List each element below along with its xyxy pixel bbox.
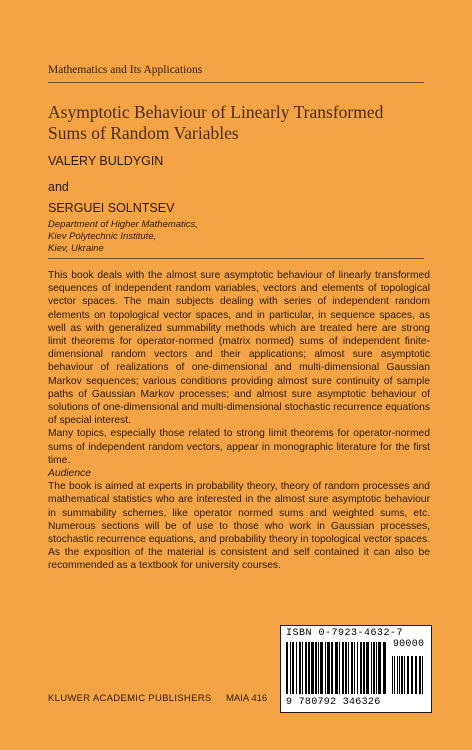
barcode-bar <box>318 642 319 694</box>
barcode-bar <box>376 642 377 694</box>
barcode-bar <box>373 642 375 694</box>
audience-heading: Audience <box>48 468 91 480</box>
barcode-bar <box>345 642 347 694</box>
affiliation-line: Department of Higher Mathematics, <box>48 219 198 230</box>
barcode-addon-bar <box>419 656 421 694</box>
top-divider <box>48 82 424 83</box>
barcode-addon-bar <box>399 656 400 694</box>
barcode-bar <box>354 642 355 694</box>
barcode-addon-bar <box>397 656 398 694</box>
barcode-bar <box>335 642 338 694</box>
barcode-price-code: 90000 <box>392 639 425 650</box>
barcode-bar <box>325 642 326 694</box>
barcode-bar <box>339 642 340 694</box>
barcode-ean: 9 780792 346326 <box>286 697 381 708</box>
barcode-addon-bar <box>415 656 417 694</box>
author-first: VALERY BULDYGIN <box>48 154 164 168</box>
barcode-bar <box>363 642 365 694</box>
barcode-addon-bar <box>401 656 403 694</box>
barcode-addon-bar <box>392 656 393 694</box>
barcode-addon-bar <box>411 656 413 694</box>
title-line: Sums of Random Variables <box>48 123 239 143</box>
barcode-bar <box>292 642 294 694</box>
barcode-bar <box>378 642 381 694</box>
barcode-bar <box>331 642 333 694</box>
barcode-bar <box>357 642 358 694</box>
book-description <box>48 269 430 573</box>
barcode-digits <box>286 639 425 708</box>
isbn-label <box>286 628 403 639</box>
barcode-bars <box>284 642 426 696</box>
barcode-bar <box>302 642 303 694</box>
author-second: SERGUEI SOLNTSEV <box>48 201 175 215</box>
barcode-bar <box>290 642 291 694</box>
barcode-bar <box>308 642 310 694</box>
barcode-bar <box>383 642 386 694</box>
affiliation-line: Kiev, Ukraine <box>48 243 104 254</box>
barcode-bar <box>299 642 301 694</box>
barcode-bar <box>305 642 307 694</box>
middle-divider <box>48 258 424 259</box>
book-title <box>48 102 438 144</box>
author-conjunction: and <box>48 180 69 194</box>
affiliation-line: Kiev Polytechnic Institute, <box>48 231 157 242</box>
barcode-bar <box>311 642 314 694</box>
barcode-addon-bar <box>394 656 395 694</box>
barcode-addon-bar <box>404 656 405 694</box>
barcode-bar <box>348 642 349 694</box>
barcode-bar <box>371 642 372 694</box>
isbn-number: ISBN 0-7923-4632-7 <box>286 628 404 639</box>
barcode-bar <box>320 642 323 694</box>
barcode-bar <box>327 642 330 694</box>
barcode-bar <box>286 642 288 694</box>
title-line: Asymptotic Behaviour of Linearly Transformed <box>48 102 384 122</box>
publisher-name: KLUWER ACADEMIC PUBLISHERS <box>48 693 212 704</box>
barcode-addon-bar <box>407 656 409 694</box>
description-paragraph: This book deals with the almost sure asymptotic behaviour of linearly transformed sequences of independent random variables, vectors and elements of topological vector spaces. The main subjects dealing with series of independent random elements on topological vector spaces, and in particular, in sequence spaces, as well as with generalized summability methods which are treated here are strong limit theorems for operator-normed (matrix normed) sums of independent finite-dimensional random vectors and their applications; almost sure asymptotic behaviour of realizations of one-dimensional and multi-dimensional Gaussian Markov sequences; various conditions providing almost sure continuity of sample paths of Gaussian Markov processes; and almost sure asymptotic behaviour of solutions of one-dimensional and multi-dimensional stochastic recurrence equations of special interest. <box>48 270 430 427</box>
barcode-bar <box>315 642 317 694</box>
audience-text: The book is aimed at experts in probability theory, theory of random processes and mathematical statistics who are interested in the almost sure asymptotic behaviour in summability schemes, like operator normed sums and weighted sums, etc. Numerous sections will be of use to those who work in Gaussian processes, stochastic recurrence equations, and probability theory in topological vector spaces. As the exposition of the material is consistent and self contained it can also be recommended as a textbook for university courses. <box>48 481 430 572</box>
series-code: MAIA 416 <box>226 693 268 704</box>
author-affiliation <box>48 219 198 255</box>
barcode-bar <box>351 642 353 694</box>
barcode-addon-bar <box>422 656 423 694</box>
barcode-bar <box>360 642 362 694</box>
series-name: Mathematics and Its Applications <box>48 64 203 76</box>
barcode-bar <box>366 642 369 694</box>
barcode-bar <box>296 642 297 694</box>
description-paragraph: Many topics, especially those related to strong limit theorems for operator-normed sums of independent random vectors, appear in monographic literature for the first time. <box>48 428 430 466</box>
barcode-bar <box>342 642 344 694</box>
